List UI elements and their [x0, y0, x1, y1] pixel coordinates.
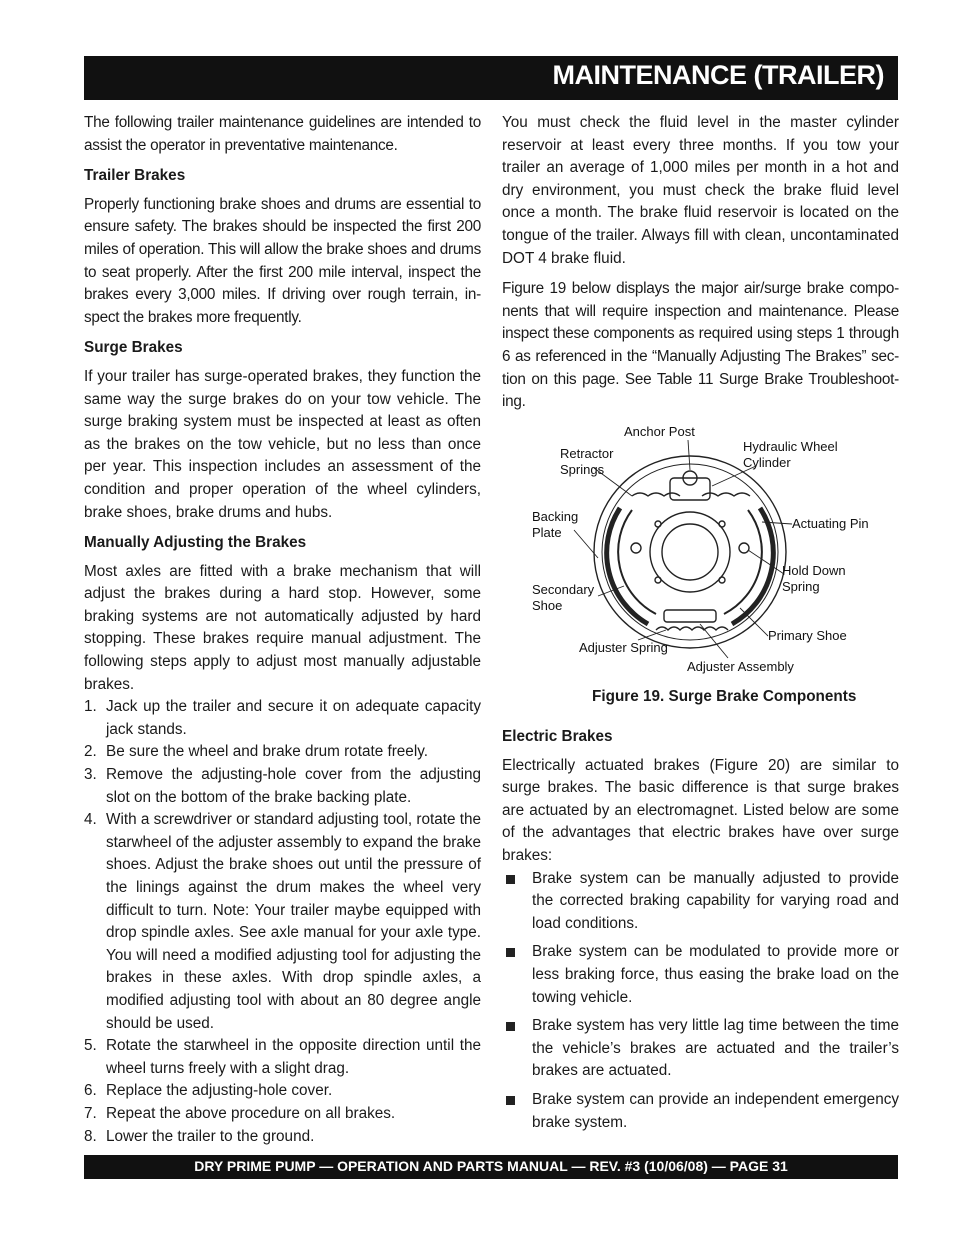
label-hydraulic-wheel-cylinder: Hydraulic Wheel Cylinder — [743, 439, 838, 470]
secondary-shoe-web — [618, 510, 656, 614]
step-text: Jack up the trailer and secure it on adequate capacity jack stands. — [106, 698, 481, 738]
list-item — [84, 1126, 481, 1149]
list-item — [84, 1035, 481, 1080]
step-text: Rotate the starwheel in the opposite direction until the wheel turns freely with a slight drag. — [106, 1037, 481, 1077]
label-secondary-shoe: Secondary Shoe — [532, 582, 595, 613]
step-number: 7. — [84, 1104, 97, 1122]
list-item — [84, 1080, 481, 1103]
label-adjuster-assembly: Adjuster Assembly — [687, 659, 794, 674]
fluid-check-paragraph: You must check the fluid level in the master cylinder reservoir at least every three months. If you tow your trailer an average of 1,000 miles per month in a hot and dry environment, you must check the brake fluid level once a month. The brake fluid reservoir is located on the tongue of the trailer. Always fill with clean, uncontaminated DOT 4 brake fluid. — [502, 114, 899, 267]
manual-adjust-paragraph: Most axles are fitted with a brake mechanism that will adjust the brakes during a hard stop. However, some braking systems are not automatically adjusted by hard stopping. These brakes require manual adjustment. The following steps apply to adjust most manually adjustable brakes. — [84, 562, 481, 693]
primary-shoe-web — [724, 510, 762, 614]
leader-line — [688, 440, 690, 470]
step-number: 8. — [84, 1127, 97, 1145]
intro-paragraph: The following trailer maintenance guidelines are intended to assist the operator in preventative maintenance. — [84, 114, 481, 154]
page-title: MAINTENANCE (TRAILER) — [552, 60, 884, 90]
hub-inner — [662, 524, 718, 580]
label-hold-down-spring: Hold Down Spring — [782, 563, 846, 594]
list-item — [502, 1089, 899, 1134]
step-number: 6. — [84, 1082, 97, 1100]
electric-brakes-heading: Electric Brakes — [502, 728, 613, 745]
list-item — [502, 868, 899, 936]
electric-advantages-list — [502, 868, 899, 1135]
bolt-hole — [719, 577, 725, 583]
square-bullet-icon — [506, 1022, 515, 1031]
list-item — [84, 809, 481, 1035]
step-text: Lower the trailer to the ground. — [106, 1127, 315, 1145]
list-item — [84, 1103, 481, 1126]
list-item — [502, 1015, 899, 1083]
list-item — [84, 741, 481, 764]
trailer-brakes-paragraph: Properly functioning brake shoes and drums are essential to ensure safety. The brakes should be inspected the first 200 miles of operation. This will allow the brake shoes and drums to seat properly. After the first 200 mile interval, inspect the brakes every 3,000 miles. If driving over rough terrain, in-spect the brakes more frequently. — [84, 195, 481, 326]
bullet-text: Brake system can be manually adjusted to provide the corrected braking capability for varying road and load conditions. — [532, 869, 899, 932]
adjuster-spring — [656, 627, 728, 630]
retractor-spring-left — [632, 493, 680, 496]
step-number: 2. — [84, 743, 97, 761]
figure-caption: Figure 19. Surge Brake Components — [592, 688, 857, 705]
right-column-top — [502, 112, 899, 422]
list-item — [84, 696, 481, 741]
secondary-shoe-lining — [607, 508, 648, 624]
bullet-text: Brake system can be modulated to provide more or less braking force, thus easing the brake load on the towing vehicle. — [532, 943, 899, 1006]
label-retractor-springs: Retractor Springs — [560, 446, 614, 477]
step-text: Remove the adjusting-hole cover from the adjusting slot on the bottom of the brake backing plate. — [106, 766, 481, 806]
adjustment-steps-list — [84, 696, 481, 1148]
surge-brakes-paragraph: If your trailer has surge-operated brakes, they function the same way the surge brakes do on your tow vehicle. The surge braking system must be inspected at least as often as the brakes on the tow vehicle, but no less than once per year. This inspection includes an assessment of the condition and proper operation of the wheel cylinders, brake shoes, brake drums and hubs. — [84, 367, 481, 521]
bolt-hole — [719, 521, 725, 527]
list-item — [502, 941, 899, 1009]
label-adjuster-spring: Adjuster Spring — [579, 640, 668, 655]
primary-shoe-lining — [732, 508, 773, 624]
bullet-text: Brake system can provide an independent emergency brake system. — [532, 1090, 899, 1131]
square-bullet-icon — [506, 875, 515, 884]
step-text: Replace the adjusting-hole cover. — [106, 1082, 333, 1100]
step-text: Be sure the wheel and brake drum rotate freely. — [106, 743, 428, 761]
step-text: Repeat the above procedure on all brakes. — [106, 1104, 396, 1122]
wheel-cylinder — [670, 478, 710, 500]
step-number: 5. — [84, 1037, 97, 1055]
bolt-hole — [655, 577, 661, 583]
manual-adjust-heading: Manually Adjusting the Brakes — [84, 534, 307, 552]
retractor-spring-right — [702, 493, 750, 496]
label-anchor-post: Anchor Post — [624, 424, 695, 439]
hold-down-primary — [739, 543, 749, 553]
step-number: 3. — [84, 766, 97, 784]
label-actuating-pin: Actuating Pin — [792, 516, 869, 531]
hold-down-secondary — [631, 543, 641, 553]
trailer-brakes-heading: Trailer Brakes — [84, 167, 186, 185]
list-item — [84, 764, 481, 809]
step-number: 1. — [84, 698, 97, 716]
surge-brake-figure — [528, 418, 888, 680]
label-backing-plate: Backing Plate — [532, 509, 579, 540]
square-bullet-icon — [506, 1096, 515, 1105]
left-column — [84, 112, 481, 1148]
square-bullet-icon — [506, 948, 515, 957]
step-number: 4. — [84, 811, 97, 829]
figure-reference-paragraph: Figure 19 below displays the major air/surge brake compo-nents that will require inspection and maintenance. Please inspect these components as required using steps 1 through 6 as referenced in the “Manually Adjusting The Brakes” sec-tion on this page. See Table 11 Surge Brake Troubleshoot-ing. — [502, 280, 899, 411]
surge-brakes-heading: Surge Brakes — [84, 339, 183, 357]
electric-brakes-paragraph: Electrically actuated brakes (Figure 20) are similar to surge brakes. The basic difference is that surge brakes are actuated by an electromagnet. Listed below are some of the advantages that electric brakes have over surge brakes: — [502, 756, 899, 864]
label-primary-shoe: Primary Shoe — [768, 628, 847, 643]
adjuster-assembly — [664, 610, 716, 622]
leader-line — [748, 550, 784, 574]
bolt-hole — [655, 521, 661, 527]
header-bar — [84, 56, 898, 100]
bullet-text: Brake system has very little lag time between the time the vehicle’s brakes are actuated and the trailer’s brakes are actuated. — [532, 1017, 899, 1080]
footer-text: DRY PRIME PUMP — OPERATION AND PARTS MANUAL — REV. #3 (10/06/08) — PAGE 31 — [194, 1158, 788, 1174]
step-text: With a screwdriver or standard adjusting tool, rotate the starwheel of the adjuster assembly to expand the brake shoes. Adjust the brake shoes out until the pressure of the linings against the drum makes the wheel very difficult to turn. Note: Your trailer maybe equipped with drop spindle axles. See axle manual for your axle type. You will need a modified adjusting tool for adjusting the brakes in these axles. With drop spindle axles, a modified adjusting tool with about an 80 degree angle should be used. — [106, 811, 481, 1032]
footer-bar — [84, 1155, 898, 1179]
right-column-bottom — [502, 720, 899, 1140]
